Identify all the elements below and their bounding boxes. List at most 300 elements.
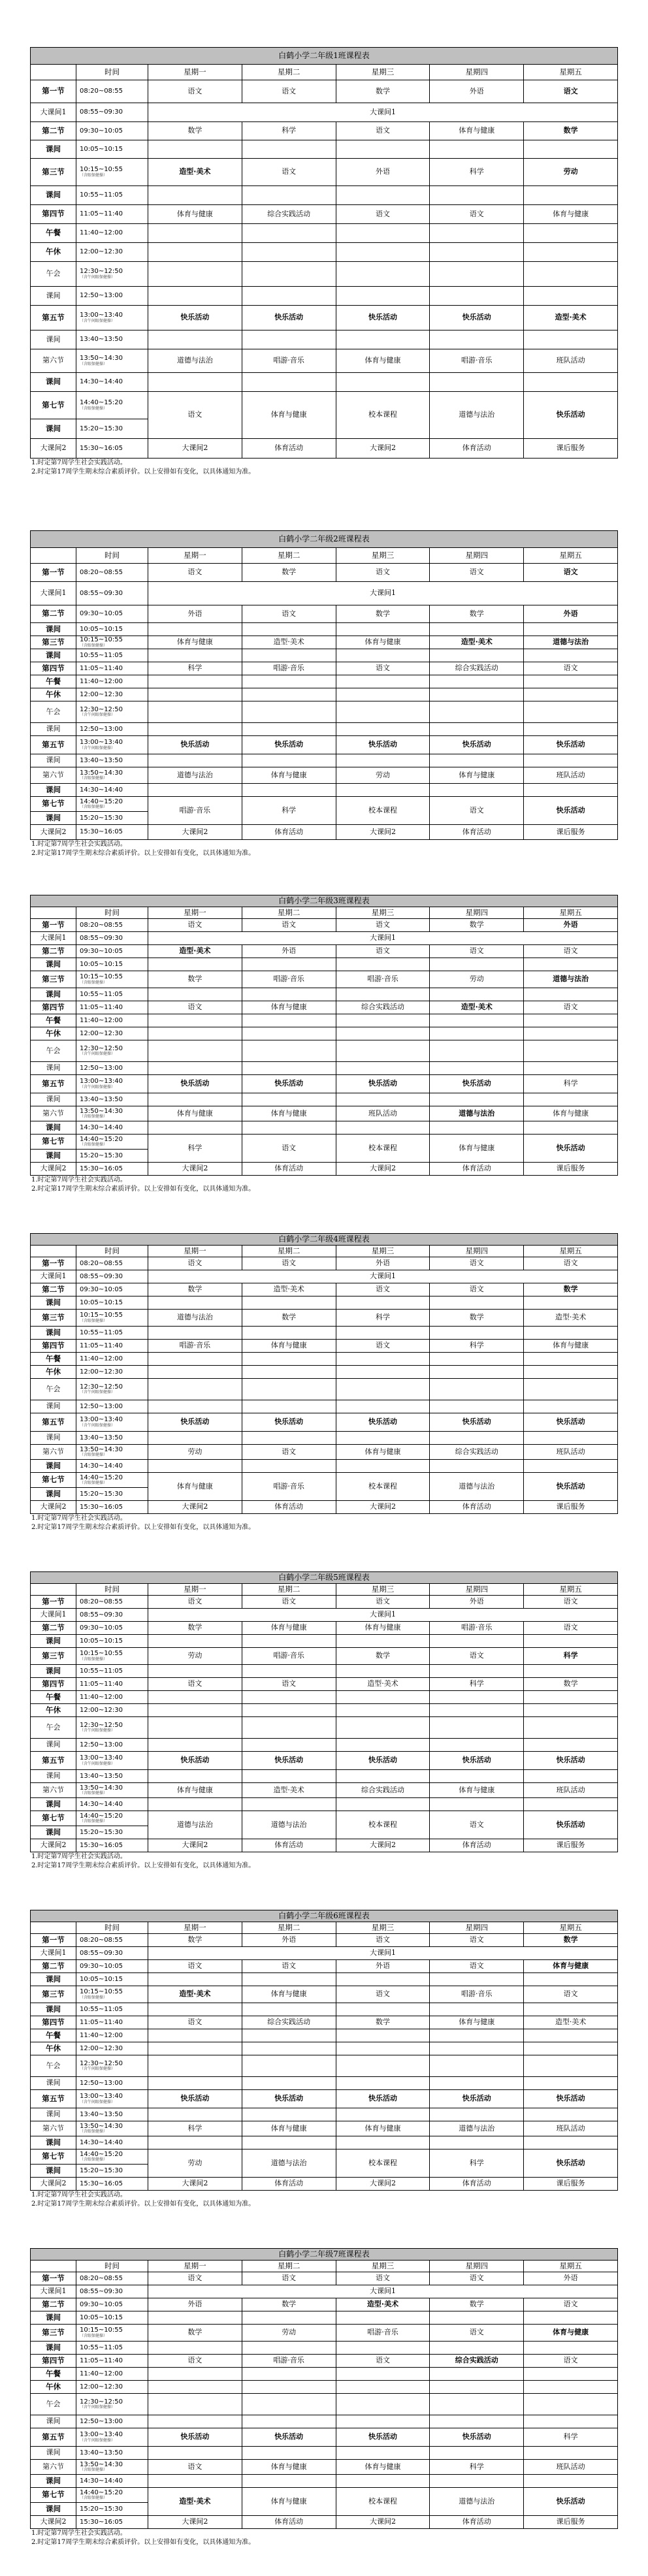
header-day: 星期四 xyxy=(430,65,524,80)
period-label: 第六节 xyxy=(31,2460,76,2475)
header-time: 时间 xyxy=(76,2261,148,2272)
subject-cell: 体育活动 xyxy=(430,2178,524,2191)
period-time xyxy=(76,1622,148,1635)
time-note: （含午间眼保健操） xyxy=(80,2438,116,2443)
subject-cell: 体育与健康 xyxy=(430,2016,524,2029)
period-label: 午会 xyxy=(31,1040,76,1062)
empty-cell xyxy=(148,688,242,701)
time-range: 13:00~13:40 xyxy=(80,312,123,319)
empty-cell xyxy=(148,330,242,349)
period-time xyxy=(76,1296,148,1310)
time-range: 10:15~10:55 xyxy=(80,1988,123,1996)
subject-cell: 体育与健康 xyxy=(242,1340,336,1353)
period-time xyxy=(76,1075,148,1093)
empty-cell xyxy=(430,2415,524,2428)
period-time xyxy=(76,1826,148,1839)
subject-cell: 语文 xyxy=(242,1135,336,1163)
empty-cell xyxy=(524,675,618,688)
subject-cell: 造型·美术 xyxy=(430,636,524,649)
period-row xyxy=(31,1635,618,1648)
empty-cell xyxy=(430,958,524,971)
empty-cell xyxy=(430,373,524,392)
empty-cell xyxy=(242,2342,336,2355)
period-row xyxy=(31,1717,618,1739)
subject-cell: 体育与健康 xyxy=(148,1106,242,1121)
period-label: 大课间1 xyxy=(31,932,76,945)
period-time xyxy=(76,1001,148,1014)
period-row xyxy=(31,945,618,958)
empty-cell xyxy=(242,1379,336,1400)
time-note: （含午间眼保健操） xyxy=(80,2099,116,2104)
period-time xyxy=(76,932,148,945)
empty-cell xyxy=(524,2108,618,2121)
time-note: （含午间眼保健操） xyxy=(80,274,116,280)
period-row xyxy=(31,2042,618,2055)
empty-cell xyxy=(148,1014,242,1027)
period-row xyxy=(31,1283,618,1296)
subject-cell: 唱游·音乐 xyxy=(242,2355,336,2368)
period-label: 第五节 xyxy=(31,306,76,330)
period-time xyxy=(76,2149,148,2165)
period-row xyxy=(31,2325,618,2342)
period-row xyxy=(31,1432,618,1445)
period-time xyxy=(76,1014,148,1027)
subject-cell: 语文 xyxy=(336,662,430,675)
time-range: 15:20~15:30 xyxy=(80,2505,123,2513)
empty-cell xyxy=(430,1121,524,1135)
subject-cell: 快乐活动 xyxy=(242,1075,336,1093)
subject-cell: 道德与法治 xyxy=(524,971,618,988)
empty-cell xyxy=(524,1704,618,1717)
period-time xyxy=(76,1283,148,1296)
period-time xyxy=(76,675,148,688)
period-row xyxy=(31,1609,618,1622)
period-row xyxy=(31,1986,618,2003)
empty-cell xyxy=(524,988,618,1001)
time-range: 12:50~13:00 xyxy=(80,1064,123,1072)
period-label: 午餐 xyxy=(31,2368,76,2381)
subject-cell: 劳动 xyxy=(336,767,430,784)
time-range: 11:05~11:40 xyxy=(80,2357,123,2364)
footnote-line: 1.时定第7周学生社会实践活动。 xyxy=(31,841,127,848)
period-label: 午餐 xyxy=(31,224,76,243)
period-label: 第五节 xyxy=(31,1752,76,1770)
subject-cell: 唱游·音乐 xyxy=(430,1622,524,1635)
time-range: 13:50~14:30 xyxy=(80,1784,123,1792)
subject-cell: 外语 xyxy=(336,159,430,186)
time-range: 14:40~15:20 xyxy=(80,2488,123,2496)
footnote-line: 2.时定第17周学生期末综合素质评价。以上安排如有变化，以具体通知为准。 xyxy=(31,2539,255,2546)
period-row xyxy=(31,1106,618,1121)
empty-cell xyxy=(336,1798,430,1811)
subject-cell: 快乐活动 xyxy=(524,2149,618,2178)
empty-cell xyxy=(430,224,524,243)
subject-cell: 综合实践活动 xyxy=(430,662,524,675)
subject-cell: 大课间2 xyxy=(148,1839,242,1852)
empty-cell xyxy=(336,1704,430,1717)
time-note: （含午间眼保健操） xyxy=(80,1728,116,1733)
empty-cell xyxy=(430,1400,524,1413)
period-time xyxy=(76,439,148,459)
period-label: 课间 xyxy=(31,1327,76,1340)
time-range: 12:30~12:50 xyxy=(80,1721,123,1729)
time-range: 14:40~15:20 xyxy=(80,399,123,407)
subject-cell: 语文 xyxy=(524,80,618,103)
period-label: 第五节 xyxy=(31,1075,76,1093)
period-time xyxy=(76,919,148,932)
period-row xyxy=(31,971,618,988)
subject-cell: 数学 xyxy=(242,2298,336,2311)
period-time xyxy=(76,287,148,306)
subject-cell: 大课间1 xyxy=(148,1609,618,1622)
subject-cell: 体育活动 xyxy=(430,1163,524,1176)
empty-cell xyxy=(430,2447,524,2460)
timetable-title: 白鹤小学二年级5班课程表 xyxy=(31,1572,618,1584)
empty-cell xyxy=(242,2108,336,2121)
period-time xyxy=(76,2368,148,2381)
time-range: 10:15~10:55 xyxy=(80,636,123,644)
subject-cell: 语文 xyxy=(430,2272,524,2285)
period-time xyxy=(76,1839,148,1852)
subject-cell: 体育与健康 xyxy=(336,2460,430,2475)
subject-cell: 体育与健康 xyxy=(524,1340,618,1353)
empty-cell xyxy=(524,701,618,723)
empty-cell xyxy=(430,701,524,723)
period-time xyxy=(76,701,148,723)
empty-cell xyxy=(336,1432,430,1445)
period-label: 第七节 xyxy=(31,1811,76,1826)
empty-cell xyxy=(430,1432,524,1445)
subject-cell: 体育与健康 xyxy=(336,2121,430,2136)
subject-cell: 校本课程 xyxy=(336,1473,430,1501)
period-row xyxy=(31,243,618,262)
header-day: 星期三 xyxy=(336,548,430,564)
time-range: 14:40~15:20 xyxy=(80,1473,123,1481)
empty-cell xyxy=(148,988,242,1001)
time-range: 12:00~12:30 xyxy=(80,690,123,698)
period-label: 课间 xyxy=(31,1296,76,1310)
subject-cell: 语文 xyxy=(242,1596,336,1609)
subject-cell: 快乐活动 xyxy=(336,1413,430,1432)
subject-cell: 综合实践活动 xyxy=(242,2016,336,2029)
empty-cell xyxy=(336,784,430,797)
empty-cell xyxy=(242,1353,336,1366)
period-time xyxy=(76,1163,148,1176)
time-range: 08:20~08:55 xyxy=(80,2274,123,2282)
empty-cell xyxy=(336,2475,430,2488)
period-row xyxy=(31,2016,618,2029)
subject-cell: 科学 xyxy=(336,1310,430,1327)
period-time xyxy=(76,1460,148,1473)
time-range: 15:20~15:30 xyxy=(80,814,123,822)
subject-cell: 科学 xyxy=(430,2460,524,2475)
period-time xyxy=(76,1752,148,1770)
subject-cell: 语文 xyxy=(430,945,524,958)
time-range: 11:40~12:00 xyxy=(80,1355,123,1362)
empty-cell xyxy=(148,2108,242,2121)
empty-cell xyxy=(148,2394,242,2415)
empty-cell xyxy=(524,1062,618,1075)
subject-cell: 体育活动 xyxy=(430,2516,524,2529)
subject-cell: 班队活动 xyxy=(524,349,618,373)
period-time xyxy=(76,1150,148,1163)
time-range: 12:50~13:00 xyxy=(80,2079,123,2087)
empty-cell xyxy=(242,1121,336,1135)
subject-cell: 快乐活动 xyxy=(430,2428,524,2447)
period-label: 第一节 xyxy=(31,1596,76,1609)
period-label: 第一节 xyxy=(31,919,76,932)
time-range: 11:40~12:00 xyxy=(80,229,123,237)
empty-cell xyxy=(148,2077,242,2090)
footnote-line: 2.时定第17周学生期末综合素质评价。以上安排如有变化，以具体通知为准。 xyxy=(31,850,255,857)
time-range: 15:20~15:30 xyxy=(80,425,123,432)
subject-cell: 唱游·音乐 xyxy=(242,662,336,675)
empty-cell xyxy=(430,2342,524,2355)
timetable-grid xyxy=(30,1910,618,2191)
period-label: 课间 xyxy=(31,1798,76,1811)
timetable xyxy=(30,2248,618,2547)
subject-cell: 大课间2 xyxy=(148,439,242,459)
subject-cell: 体育与健康 xyxy=(336,1445,430,1460)
period-row xyxy=(31,605,618,623)
period-time xyxy=(76,1473,148,1488)
subject-cell: 快乐活动 xyxy=(336,1075,430,1093)
time-note: （含眼保健操） xyxy=(80,1481,108,1486)
time-range: 11:40~12:00 xyxy=(80,2031,123,2039)
period-label: 第一节 xyxy=(31,80,76,103)
time-range: 13:40~13:50 xyxy=(80,756,123,764)
subject-cell: 大课间1 xyxy=(148,1270,618,1283)
subject-cell: 数学 xyxy=(148,971,242,988)
empty-cell xyxy=(430,1704,524,1717)
subject-cell: 唱游·音乐 xyxy=(242,349,336,373)
time-range: 10:05~10:15 xyxy=(80,1298,123,1306)
subject-cell: 体育与健康 xyxy=(242,1001,336,1014)
subject-cell: 快乐活动 xyxy=(524,1135,618,1163)
period-row xyxy=(31,932,618,945)
empty-cell xyxy=(336,701,430,723)
subject-cell: 数学 xyxy=(336,1648,430,1665)
empty-cell xyxy=(242,2447,336,2460)
subject-cell: 语文 xyxy=(148,1001,242,1014)
period-label: 大课间1 xyxy=(31,103,76,122)
subject-cell: 语文 xyxy=(242,159,336,186)
subject-cell: 快乐活动 xyxy=(430,2090,524,2108)
period-row xyxy=(31,1413,618,1432)
timetable-title: 白鹤小学二年级4班课程表 xyxy=(31,1234,618,1246)
period-label: 第一节 xyxy=(31,1257,76,1270)
time-range: 14:40~15:20 xyxy=(80,2150,123,2158)
subject-cell: 语文 xyxy=(524,564,618,582)
time-range: 09:30~10:05 xyxy=(80,1285,123,1293)
empty-cell xyxy=(430,2311,524,2325)
subject-cell: 数学 xyxy=(336,2016,430,2029)
period-label: 第三节 xyxy=(31,1648,76,1665)
header-day: 星期一 xyxy=(148,2261,242,2272)
subject-cell: 数学 xyxy=(524,1678,618,1691)
empty-cell xyxy=(524,1665,618,1678)
time-note: （含眼保健操） xyxy=(80,2129,108,2134)
header-day: 星期三 xyxy=(336,1922,430,1934)
subject-cell: 体育与健康 xyxy=(524,1106,618,1121)
subject-cell: 体育与健康 xyxy=(430,767,524,784)
period-label: 课间 xyxy=(31,623,76,636)
subject-cell: 体育活动 xyxy=(242,439,336,459)
period-time xyxy=(76,1121,148,1135)
subject-cell: 造型·美术 xyxy=(148,1986,242,2003)
subject-cell: 快乐活动 xyxy=(524,1413,618,1432)
header-corner xyxy=(31,1584,76,1596)
empty-cell xyxy=(430,2381,524,2394)
time-range: 12:30~12:50 xyxy=(80,268,123,276)
period-label: 午餐 xyxy=(31,1691,76,1704)
period-label: 课间 xyxy=(31,988,76,1001)
time-range: 08:20~08:55 xyxy=(80,88,123,95)
period-time xyxy=(76,945,148,958)
period-label: 午休 xyxy=(31,2381,76,2394)
subject-cell: 体育与健康 xyxy=(242,2121,336,2136)
time-range: 15:30~16:05 xyxy=(80,2180,123,2187)
subject-cell: 唱游·音乐 xyxy=(336,971,430,988)
time-range: 14:40~15:20 xyxy=(80,797,123,805)
empty-cell xyxy=(430,649,524,662)
header-day: 星期二 xyxy=(242,1584,336,1596)
subject-cell: 造型·美术 xyxy=(148,2488,242,2516)
subject-cell: 体育与健康 xyxy=(242,392,336,439)
time-range: 10:55~11:05 xyxy=(80,1328,123,1336)
subject-cell: 数学 xyxy=(148,2325,242,2342)
period-row xyxy=(31,1501,618,1514)
header-day: 星期三 xyxy=(336,1246,430,1257)
time-range: 12:50~13:00 xyxy=(80,292,123,300)
period-time xyxy=(76,1609,148,1622)
empty-cell xyxy=(242,988,336,1001)
period-time xyxy=(76,2342,148,2355)
time-range: 15:20~15:30 xyxy=(80,1828,123,1836)
period-label: 第四节 xyxy=(31,2016,76,2029)
empty-cell xyxy=(336,262,430,287)
subject-cell: 数学 xyxy=(148,1283,242,1296)
period-row xyxy=(31,262,618,287)
period-time xyxy=(76,605,148,623)
time-range: 09:30~10:05 xyxy=(80,1962,123,1970)
empty-cell xyxy=(242,1027,336,1040)
empty-cell xyxy=(242,1798,336,1811)
empty-cell xyxy=(336,2029,430,2042)
empty-cell xyxy=(430,1717,524,1739)
period-time xyxy=(76,688,148,701)
header-day: 星期二 xyxy=(242,548,336,564)
period-row xyxy=(31,2475,618,2488)
subject-cell: 劳动 xyxy=(148,1648,242,1665)
period-time xyxy=(76,1934,148,1947)
empty-cell xyxy=(524,373,618,392)
time-range: 09:30~10:05 xyxy=(80,2300,123,2308)
period-row xyxy=(31,2285,618,2298)
period-row xyxy=(31,1400,618,1413)
time-range: 11:05~11:40 xyxy=(80,1003,123,1011)
empty-cell xyxy=(430,1770,524,1783)
empty-cell xyxy=(148,1093,242,1106)
empty-cell xyxy=(242,243,336,262)
empty-cell xyxy=(242,1691,336,1704)
subject-cell: 体育活动 xyxy=(242,2178,336,2191)
empty-cell xyxy=(524,1973,618,1986)
empty-cell xyxy=(430,723,524,736)
subject-cell: 课后服务 xyxy=(524,1501,618,1514)
period-label: 第一节 xyxy=(31,1934,76,1947)
header-day: 星期二 xyxy=(242,907,336,919)
subject-cell: 体育与健康 xyxy=(336,349,430,373)
timetable-grid xyxy=(30,1233,618,1514)
header-day: 星期三 xyxy=(336,1584,430,1596)
empty-cell xyxy=(430,1366,524,1379)
empty-cell xyxy=(242,2136,336,2149)
period-label: 第三节 xyxy=(31,971,76,988)
period-row xyxy=(31,1062,618,1075)
period-row xyxy=(31,754,618,767)
subject-cell: 大课间2 xyxy=(336,1501,430,1514)
subject-cell: 体育活动 xyxy=(242,1839,336,1852)
timetable-grid xyxy=(30,2248,618,2529)
time-range: 14:30~14:40 xyxy=(80,1123,123,1131)
header-day: 星期四 xyxy=(430,907,524,919)
period-row xyxy=(31,122,618,140)
period-row xyxy=(31,1340,618,1353)
time-range: 11:05~11:40 xyxy=(80,2018,123,2026)
subject-cell: 课后服务 xyxy=(524,1839,618,1852)
time-range: 10:05~10:15 xyxy=(80,960,123,968)
period-time xyxy=(76,971,148,988)
header-day: 星期三 xyxy=(336,2261,430,2272)
header-corner xyxy=(31,2261,76,2272)
period-label: 课间 xyxy=(31,419,76,439)
time-note: （含午间眼保健操） xyxy=(80,1052,116,1057)
subject-cell: 快乐活动 xyxy=(524,392,618,439)
period-time xyxy=(76,2394,148,2415)
header-time: 时间 xyxy=(76,1922,148,1934)
empty-cell xyxy=(242,1400,336,1413)
period-row xyxy=(31,2003,618,2016)
period-row xyxy=(31,1960,618,1973)
header-day: 星期二 xyxy=(242,1922,336,1934)
time-range: 13:00~13:40 xyxy=(80,2093,123,2101)
period-label: 课间 xyxy=(31,2077,76,2090)
period-row xyxy=(31,582,618,605)
period-time xyxy=(76,2311,148,2325)
period-label: 第四节 xyxy=(31,2355,76,2368)
time-range: 13:40~13:50 xyxy=(80,336,123,344)
subject-cell: 快乐活动 xyxy=(148,2428,242,2447)
empty-cell xyxy=(336,1400,430,1413)
time-note: （含眼保健操） xyxy=(80,2157,108,2163)
period-row xyxy=(31,2415,618,2428)
subject-cell: 语文 xyxy=(148,1257,242,1270)
subject-cell: 造型·美术 xyxy=(242,1783,336,1798)
period-time xyxy=(76,662,148,675)
period-label: 课间 xyxy=(31,2342,76,2355)
subject-cell: 体育与健康 xyxy=(148,1783,242,1798)
period-label: 第七节 xyxy=(31,2149,76,2165)
time-range: 12:50~13:00 xyxy=(80,1402,123,1410)
empty-cell xyxy=(336,2311,430,2325)
time-note: （含午间眼保健操） xyxy=(80,1390,116,1395)
subject-cell: 体育与健康 xyxy=(336,636,430,649)
empty-cell xyxy=(242,2368,336,2381)
empty-cell xyxy=(430,1014,524,1027)
empty-cell xyxy=(430,2077,524,2090)
period-label: 午会 xyxy=(31,1717,76,1739)
